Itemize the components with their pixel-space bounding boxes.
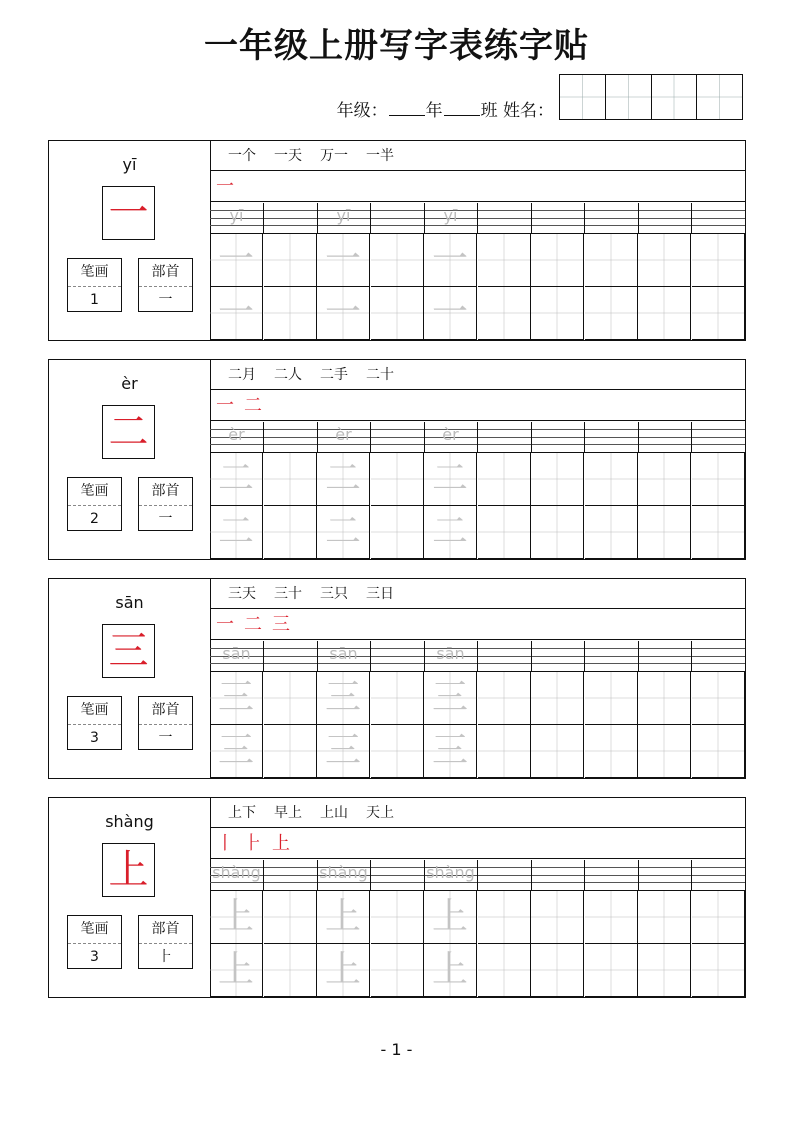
- page-title: 一年级上册写字表练字贴: [204, 26, 589, 66]
- trace-character: 上: [431, 949, 468, 990]
- writing-cell[interactable]: [478, 287, 531, 340]
- writing-cell[interactable]: [371, 944, 424, 997]
- pinyin-cell[interactable]: [638, 641, 692, 671]
- trace-character: 上: [324, 949, 361, 990]
- character-info: [49, 798, 211, 997]
- trace-character: 二: [431, 458, 468, 499]
- writing-cell[interactable]: [585, 725, 638, 778]
- model-character: 三: [102, 624, 155, 678]
- pinyin: sān: [115, 593, 144, 612]
- writing-cell[interactable]: [210, 453, 263, 506]
- stroke-count: 3: [90, 730, 99, 746]
- word: 万一: [320, 148, 348, 164]
- writing-cell[interactable]: [531, 672, 584, 725]
- pinyin-cell[interactable]: [585, 203, 639, 233]
- pinyin-cell[interactable]: [371, 641, 425, 671]
- pinyin-cell[interactable]: [531, 422, 585, 452]
- writing-cell[interactable]: [317, 891, 370, 944]
- pinyin-cell[interactable]: [317, 641, 371, 671]
- pinyin-row: [210, 203, 745, 234]
- writing-grid: [210, 891, 745, 997]
- word: 二人: [274, 367, 302, 383]
- writing-cell[interactable]: [264, 506, 317, 559]
- writing-cell[interactable]: [478, 506, 531, 559]
- word-list: [210, 360, 745, 390]
- writing-cell[interactable]: [264, 672, 317, 725]
- writing-cell[interactable]: [210, 944, 263, 997]
- writing-cell[interactable]: [531, 506, 584, 559]
- writing-cell[interactable]: [264, 725, 317, 778]
- writing-cell[interactable]: [478, 453, 531, 506]
- pinyin-trace: èr: [228, 425, 245, 444]
- trace-character: 二: [431, 511, 468, 552]
- trace-character: 二: [324, 458, 361, 499]
- pinyin-cell[interactable]: [371, 860, 425, 890]
- trace-character: 三: [217, 730, 254, 771]
- pinyin: shàng: [105, 812, 154, 831]
- writing-cell[interactable]: [585, 944, 638, 997]
- name-cell[interactable]: [652, 75, 698, 119]
- trace-character: 上: [217, 896, 254, 937]
- stroke-count: 3: [90, 949, 99, 965]
- stroke-count-label: 笔画: [68, 916, 121, 944]
- writing-cell[interactable]: [317, 725, 370, 778]
- stroke-count-box: [67, 477, 122, 531]
- pinyin-row: [210, 422, 745, 453]
- writing-cell[interactable]: [371, 725, 424, 778]
- name-cell[interactable]: [606, 75, 652, 119]
- character-block: [48, 140, 746, 341]
- pinyin-cell[interactable]: [692, 641, 746, 671]
- model-character: 上: [102, 843, 155, 897]
- writing-cell[interactable]: [638, 672, 691, 725]
- radical-label: 部首: [139, 259, 192, 287]
- writing-cell[interactable]: [531, 453, 584, 506]
- stroke-step: 丨: [216, 833, 234, 854]
- word: 二月: [228, 367, 256, 383]
- pinyin-cell[interactable]: [638, 860, 692, 890]
- pinyin-cell[interactable]: [531, 203, 585, 233]
- radical-box: [138, 696, 193, 750]
- trace-character: 一: [431, 239, 468, 280]
- trace-character: 二: [217, 458, 254, 499]
- pinyin-row: [210, 860, 745, 891]
- trace-character: 上: [324, 896, 361, 937]
- pinyin-row: [210, 641, 745, 672]
- stroke-step: ⺊: [244, 833, 262, 854]
- stroke-count-box: [67, 258, 122, 312]
- pinyin-trace: shàng: [426, 863, 475, 882]
- writing-cell[interactable]: [371, 287, 424, 340]
- writing-cell[interactable]: [210, 287, 263, 340]
- writing-cell[interactable]: [424, 891, 477, 944]
- radical: ⺊: [158, 949, 173, 965]
- stroke-count: 1: [90, 292, 99, 308]
- writing-cell[interactable]: [638, 944, 691, 997]
- trace-character: 一: [217, 292, 254, 333]
- word: 天上: [366, 805, 394, 821]
- writing-cell[interactable]: [531, 287, 584, 340]
- pinyin-cell[interactable]: [317, 860, 371, 890]
- writing-cell[interactable]: [317, 234, 370, 287]
- stroke-step: 三: [272, 614, 290, 635]
- pinyin-cell[interactable]: [424, 203, 478, 233]
- pinyin-cell[interactable]: [264, 860, 318, 890]
- writing-cell[interactable]: [317, 453, 370, 506]
- practice-area: [210, 141, 745, 340]
- stroke-order: [210, 172, 745, 202]
- writing-grid: [210, 234, 745, 340]
- word: 三日: [366, 586, 394, 602]
- pinyin-cell[interactable]: [424, 422, 478, 452]
- radical-box: [138, 477, 193, 531]
- pinyin: yī: [122, 155, 137, 174]
- writing-cell[interactable]: [317, 944, 370, 997]
- writing-cell[interactable]: [692, 506, 745, 559]
- writing-cell[interactable]: [478, 891, 531, 944]
- writing-cell[interactable]: [692, 944, 745, 997]
- writing-cell[interactable]: [371, 453, 424, 506]
- pinyin-trace: sān: [222, 644, 251, 663]
- writing-cell[interactable]: [692, 234, 745, 287]
- character-info: [49, 141, 211, 340]
- practice-area: [210, 360, 745, 559]
- word: 上下: [228, 805, 256, 821]
- stroke-count: 2: [90, 511, 99, 527]
- name-cell[interactable]: [697, 75, 742, 119]
- pinyin-trace: èr: [442, 425, 459, 444]
- pinyin-cell[interactable]: [478, 641, 532, 671]
- writing-cell[interactable]: [478, 944, 531, 997]
- writing-cell[interactable]: [585, 287, 638, 340]
- trace-character: 三: [324, 677, 361, 718]
- name-cell[interactable]: [560, 75, 606, 119]
- writing-cell[interactable]: [424, 453, 477, 506]
- writing-cell[interactable]: [585, 234, 638, 287]
- pinyin-cell[interactable]: [210, 860, 264, 890]
- word-list: [210, 579, 745, 609]
- trace-character: 一: [324, 239, 361, 280]
- trace-character: 三: [324, 730, 361, 771]
- stroke-step: 一: [216, 395, 234, 416]
- writing-cell[interactable]: [210, 891, 263, 944]
- trace-character: 二: [217, 511, 254, 552]
- pinyin-trace: sān: [329, 644, 358, 663]
- pinyin-cell[interactable]: [531, 641, 585, 671]
- trace-character: 三: [431, 677, 468, 718]
- class-label: 班: [480, 101, 498, 121]
- writing-cell[interactable]: [264, 944, 317, 997]
- radical: 一: [158, 292, 173, 308]
- character-block: [48, 797, 746, 998]
- stroke-order: [210, 829, 745, 859]
- word: 一半: [366, 148, 394, 164]
- pinyin-trace: yī: [229, 206, 244, 225]
- writing-cell[interactable]: [424, 506, 477, 559]
- character-block: [48, 578, 746, 779]
- writing-cell[interactable]: [210, 506, 263, 559]
- writing-cell[interactable]: [317, 672, 370, 725]
- pinyin-cell[interactable]: [371, 203, 425, 233]
- model-character: 二: [102, 405, 155, 459]
- pinyin-cell[interactable]: [424, 641, 478, 671]
- trace-character: 上: [431, 896, 468, 937]
- pinyin-trace: èr: [335, 425, 352, 444]
- stroke-step: 一: [216, 614, 234, 635]
- pinyin-cell[interactable]: [478, 860, 532, 890]
- writing-cell[interactable]: [638, 891, 691, 944]
- writing-cell[interactable]: [692, 672, 745, 725]
- student-info: [0, 96, 554, 121]
- writing-cell[interactable]: [371, 506, 424, 559]
- writing-cell[interactable]: [264, 287, 317, 340]
- writing-cell[interactable]: [371, 672, 424, 725]
- grade-blank[interactable]: [389, 101, 425, 116]
- pinyin-cell[interactable]: [638, 203, 692, 233]
- pinyin-cell[interactable]: [264, 422, 318, 452]
- year-label: 年: [425, 101, 443, 121]
- writing-cell[interactable]: [531, 891, 584, 944]
- class-blank[interactable]: [444, 101, 480, 116]
- radical: 一: [158, 730, 173, 746]
- pinyin-cell[interactable]: [210, 203, 264, 233]
- writing-cell[interactable]: [585, 506, 638, 559]
- stroke-step: 一: [216, 176, 234, 197]
- trace-character: 一: [324, 292, 361, 333]
- pinyin-cell[interactable]: [585, 422, 639, 452]
- writing-cell[interactable]: [692, 287, 745, 340]
- pinyin-cell[interactable]: [692, 203, 746, 233]
- writing-cell[interactable]: [210, 672, 263, 725]
- stroke-count-box: [67, 696, 122, 750]
- character-block: [48, 359, 746, 560]
- writing-cell[interactable]: [264, 453, 317, 506]
- pinyin-cell[interactable]: [424, 860, 478, 890]
- pinyin-cell[interactable]: [478, 422, 532, 452]
- word: 早上: [274, 805, 302, 821]
- writing-cell[interactable]: [371, 891, 424, 944]
- word-list: [210, 141, 745, 171]
- pinyin-cell[interactable]: [264, 641, 318, 671]
- pinyin-trace: shàng: [212, 863, 261, 882]
- radical-box: [138, 915, 193, 969]
- name-grid[interactable]: [559, 74, 743, 120]
- word: 三天: [228, 586, 256, 602]
- pinyin-cell[interactable]: [210, 422, 264, 452]
- pinyin-trace: shàng: [319, 863, 368, 882]
- writing-cell[interactable]: [264, 234, 317, 287]
- writing-cell[interactable]: [424, 287, 477, 340]
- writing-cell[interactable]: [317, 287, 370, 340]
- word: 二手: [320, 367, 348, 383]
- writing-cell[interactable]: [264, 891, 317, 944]
- writing-cell[interactable]: [478, 725, 531, 778]
- writing-cell[interactable]: [531, 725, 584, 778]
- trace-character: 上: [217, 949, 254, 990]
- writing-cell[interactable]: [478, 672, 531, 725]
- trace-character: 一: [217, 239, 254, 280]
- pinyin-cell[interactable]: [317, 203, 371, 233]
- writing-cell[interactable]: [210, 725, 263, 778]
- trace-character: 三: [217, 677, 254, 718]
- stroke-count-box: [67, 915, 122, 969]
- writing-cell[interactable]: [424, 234, 477, 287]
- word: 一个: [228, 148, 256, 164]
- pinyin-trace: yī: [336, 206, 351, 225]
- writing-cell[interactable]: [424, 944, 477, 997]
- stroke-order: [210, 610, 745, 640]
- stroke-count-label: 笔画: [68, 697, 121, 725]
- stroke-step: 二: [244, 395, 262, 416]
- word: 上山: [320, 805, 348, 821]
- pinyin-cell[interactable]: [371, 422, 425, 452]
- pinyin-trace: sān: [436, 644, 465, 663]
- writing-cell[interactable]: [531, 944, 584, 997]
- pinyin-trace: yī: [443, 206, 458, 225]
- pinyin-cell[interactable]: [692, 860, 746, 890]
- stroke-order: [210, 391, 745, 421]
- writing-grid: [210, 672, 745, 778]
- stroke-step: 二: [244, 614, 262, 635]
- radical-label: 部首: [139, 916, 192, 944]
- pinyin-cell[interactable]: [585, 641, 639, 671]
- writing-cell[interactable]: [692, 725, 745, 778]
- stroke-step: 上: [272, 833, 290, 854]
- pinyin-cell[interactable]: [210, 641, 264, 671]
- model-character: 一: [102, 186, 155, 240]
- pinyin-cell[interactable]: [531, 860, 585, 890]
- writing-cell[interactable]: [371, 234, 424, 287]
- word: 三十: [274, 586, 302, 602]
- trace-character: 三: [431, 730, 468, 771]
- writing-cell[interactable]: [692, 453, 745, 506]
- word: 一天: [274, 148, 302, 164]
- practice-area: [210, 798, 745, 997]
- grade-label: 年级：: [336, 101, 388, 121]
- page-number: - 1 -: [380, 1040, 413, 1059]
- practice-area: [210, 579, 745, 778]
- writing-cell[interactable]: [692, 891, 745, 944]
- radical-box: [138, 258, 193, 312]
- pinyin-cell[interactable]: [317, 422, 371, 452]
- stroke-count-label: 笔画: [68, 259, 121, 287]
- writing-cell[interactable]: [317, 506, 370, 559]
- trace-character: 二: [324, 511, 361, 552]
- writing-grid: [210, 453, 745, 559]
- word: 二十: [366, 367, 394, 383]
- stroke-count-label: 笔画: [68, 478, 121, 506]
- writing-cell[interactable]: [210, 234, 263, 287]
- pinyin-cell[interactable]: [692, 422, 746, 452]
- writing-cell[interactable]: [531, 234, 584, 287]
- radical: 一: [158, 511, 173, 527]
- writing-cell[interactable]: [638, 725, 691, 778]
- trace-character: 一: [431, 292, 468, 333]
- character-info: [49, 579, 211, 778]
- writing-cell[interactable]: [638, 453, 691, 506]
- writing-cell[interactable]: [585, 891, 638, 944]
- pinyin-cell[interactable]: [264, 203, 318, 233]
- writing-cell[interactable]: [638, 287, 691, 340]
- writing-cell[interactable]: [478, 234, 531, 287]
- pinyin-cell[interactable]: [638, 422, 692, 452]
- word: 三只: [320, 586, 348, 602]
- writing-cell[interactable]: [424, 672, 477, 725]
- pinyin-cell[interactable]: [478, 203, 532, 233]
- name-label: 姓名：: [503, 101, 554, 121]
- pinyin-cell[interactable]: [585, 860, 639, 890]
- writing-cell[interactable]: [638, 506, 691, 559]
- character-info: [49, 360, 211, 559]
- writing-cell[interactable]: [424, 725, 477, 778]
- word-list: [210, 798, 745, 828]
- writing-cell[interactable]: [638, 234, 691, 287]
- pinyin: èr: [121, 374, 138, 393]
- radical-label: 部首: [139, 478, 192, 506]
- radical-label: 部首: [139, 697, 192, 725]
- writing-cell[interactable]: [585, 453, 638, 506]
- writing-cell[interactable]: [585, 672, 638, 725]
